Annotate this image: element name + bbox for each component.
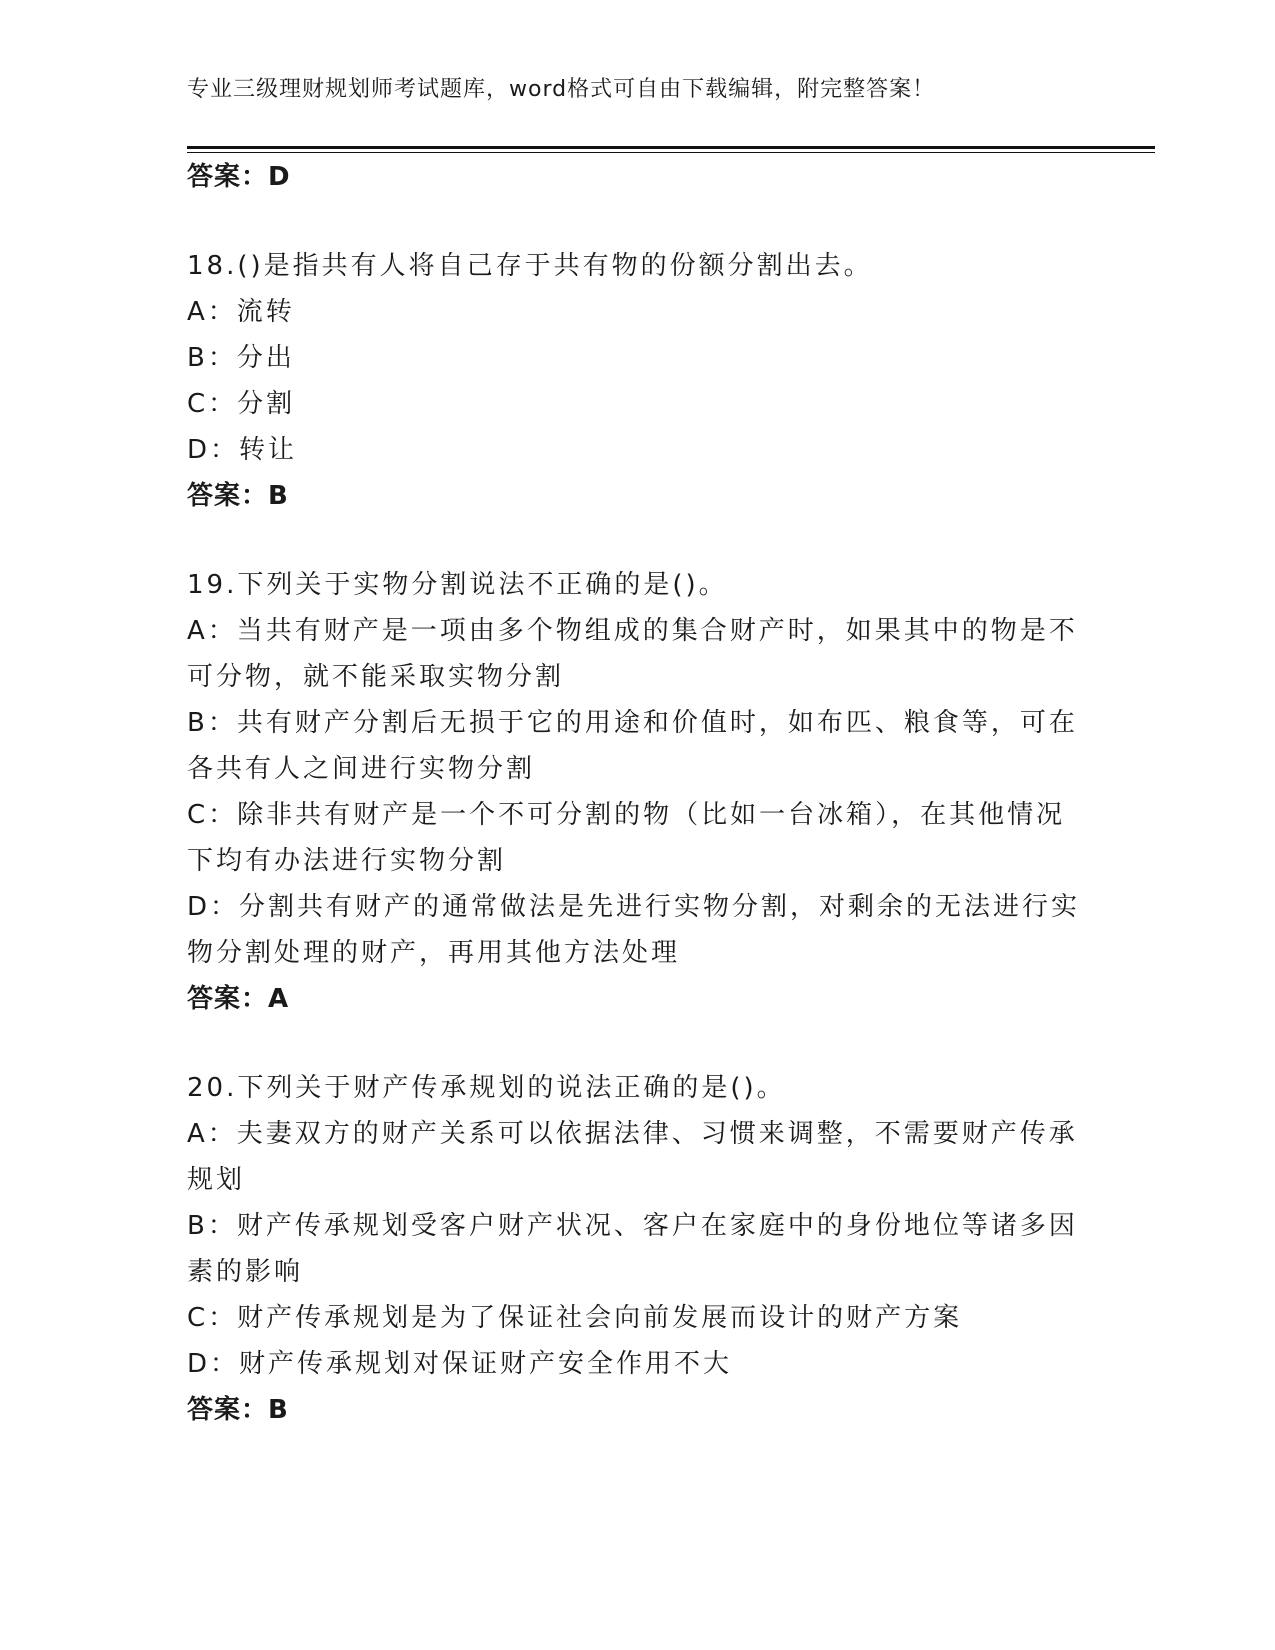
option-a-continued: 可分物，就不能采取实物分割: [187, 662, 565, 692]
header-rule-thick: [187, 146, 1155, 149]
spacer: [187, 519, 1087, 562]
answer: 答案：A: [187, 984, 290, 1014]
question-stem: 18.()是指共有人将自己存于共有物的份额分割出去。: [187, 251, 873, 281]
spacer: [187, 1022, 1087, 1065]
option-d-continued: 物分割处理的财产，再用其他方法处理: [187, 938, 681, 968]
question-block-18: [187, 243, 1087, 519]
option-d: D：转让: [187, 435, 298, 465]
question-block-20: [187, 1065, 1087, 1433]
option-a: A：夫妻双方的财产关系可以依据法律、习惯来调整，不需要财产传承: [187, 1119, 1078, 1149]
document-body: [187, 154, 1087, 1433]
option-b-continued: 素的影响: [187, 1257, 304, 1287]
answer: 答案：B: [187, 1395, 289, 1425]
answer: 答案：B: [187, 481, 289, 511]
question-stem: 20.下列关于财产传承规划的说法正确的是()。: [187, 1073, 786, 1103]
header-rule-thin: [187, 152, 1155, 153]
spacer: [187, 200, 1087, 243]
option-a-continued: 规划: [187, 1165, 246, 1195]
option-b-continued: 各共有人之间进行实物分割: [187, 754, 536, 784]
page-header: 专业三级理财规划师考试题库，word格式可自由下载编辑，附完整答案！: [187, 77, 936, 102]
option-d: D：分割共有财产的通常做法是先进行实物分割，对剩余的无法进行实: [187, 892, 1081, 922]
previous-answer: 答案：D: [187, 162, 291, 192]
question-block-19: [187, 562, 1087, 1022]
option-a: A：当共有财产是一项由多个物组成的集合财产时，如果其中的物是不: [187, 616, 1078, 646]
option-a: A：流转: [187, 297, 295, 327]
option-b: B：分出: [187, 343, 295, 373]
option-c-continued: 下均有办法进行实物分割: [187, 846, 507, 876]
option-d: D：财产传承规划对保证财产安全作用不大: [187, 1349, 733, 1379]
question-stem: 19.下列关于实物分割说法不正确的是()。: [187, 570, 728, 600]
option-b: B：财产传承规划受客户财产状况、客户在家庭中的身份地位等诸多因: [187, 1211, 1078, 1241]
option-c: C：分割: [187, 389, 296, 419]
option-c: C：财产传承规划是为了保证社会向前发展而设计的财产方案: [187, 1303, 963, 1333]
option-b: B：共有财产分割后无损于它的用途和价值时，如布匹、粮食等，可在: [187, 708, 1078, 738]
option-c: C：除非共有财产是一个不可分割的物（比如一台冰箱），在其他情况: [187, 800, 1066, 830]
